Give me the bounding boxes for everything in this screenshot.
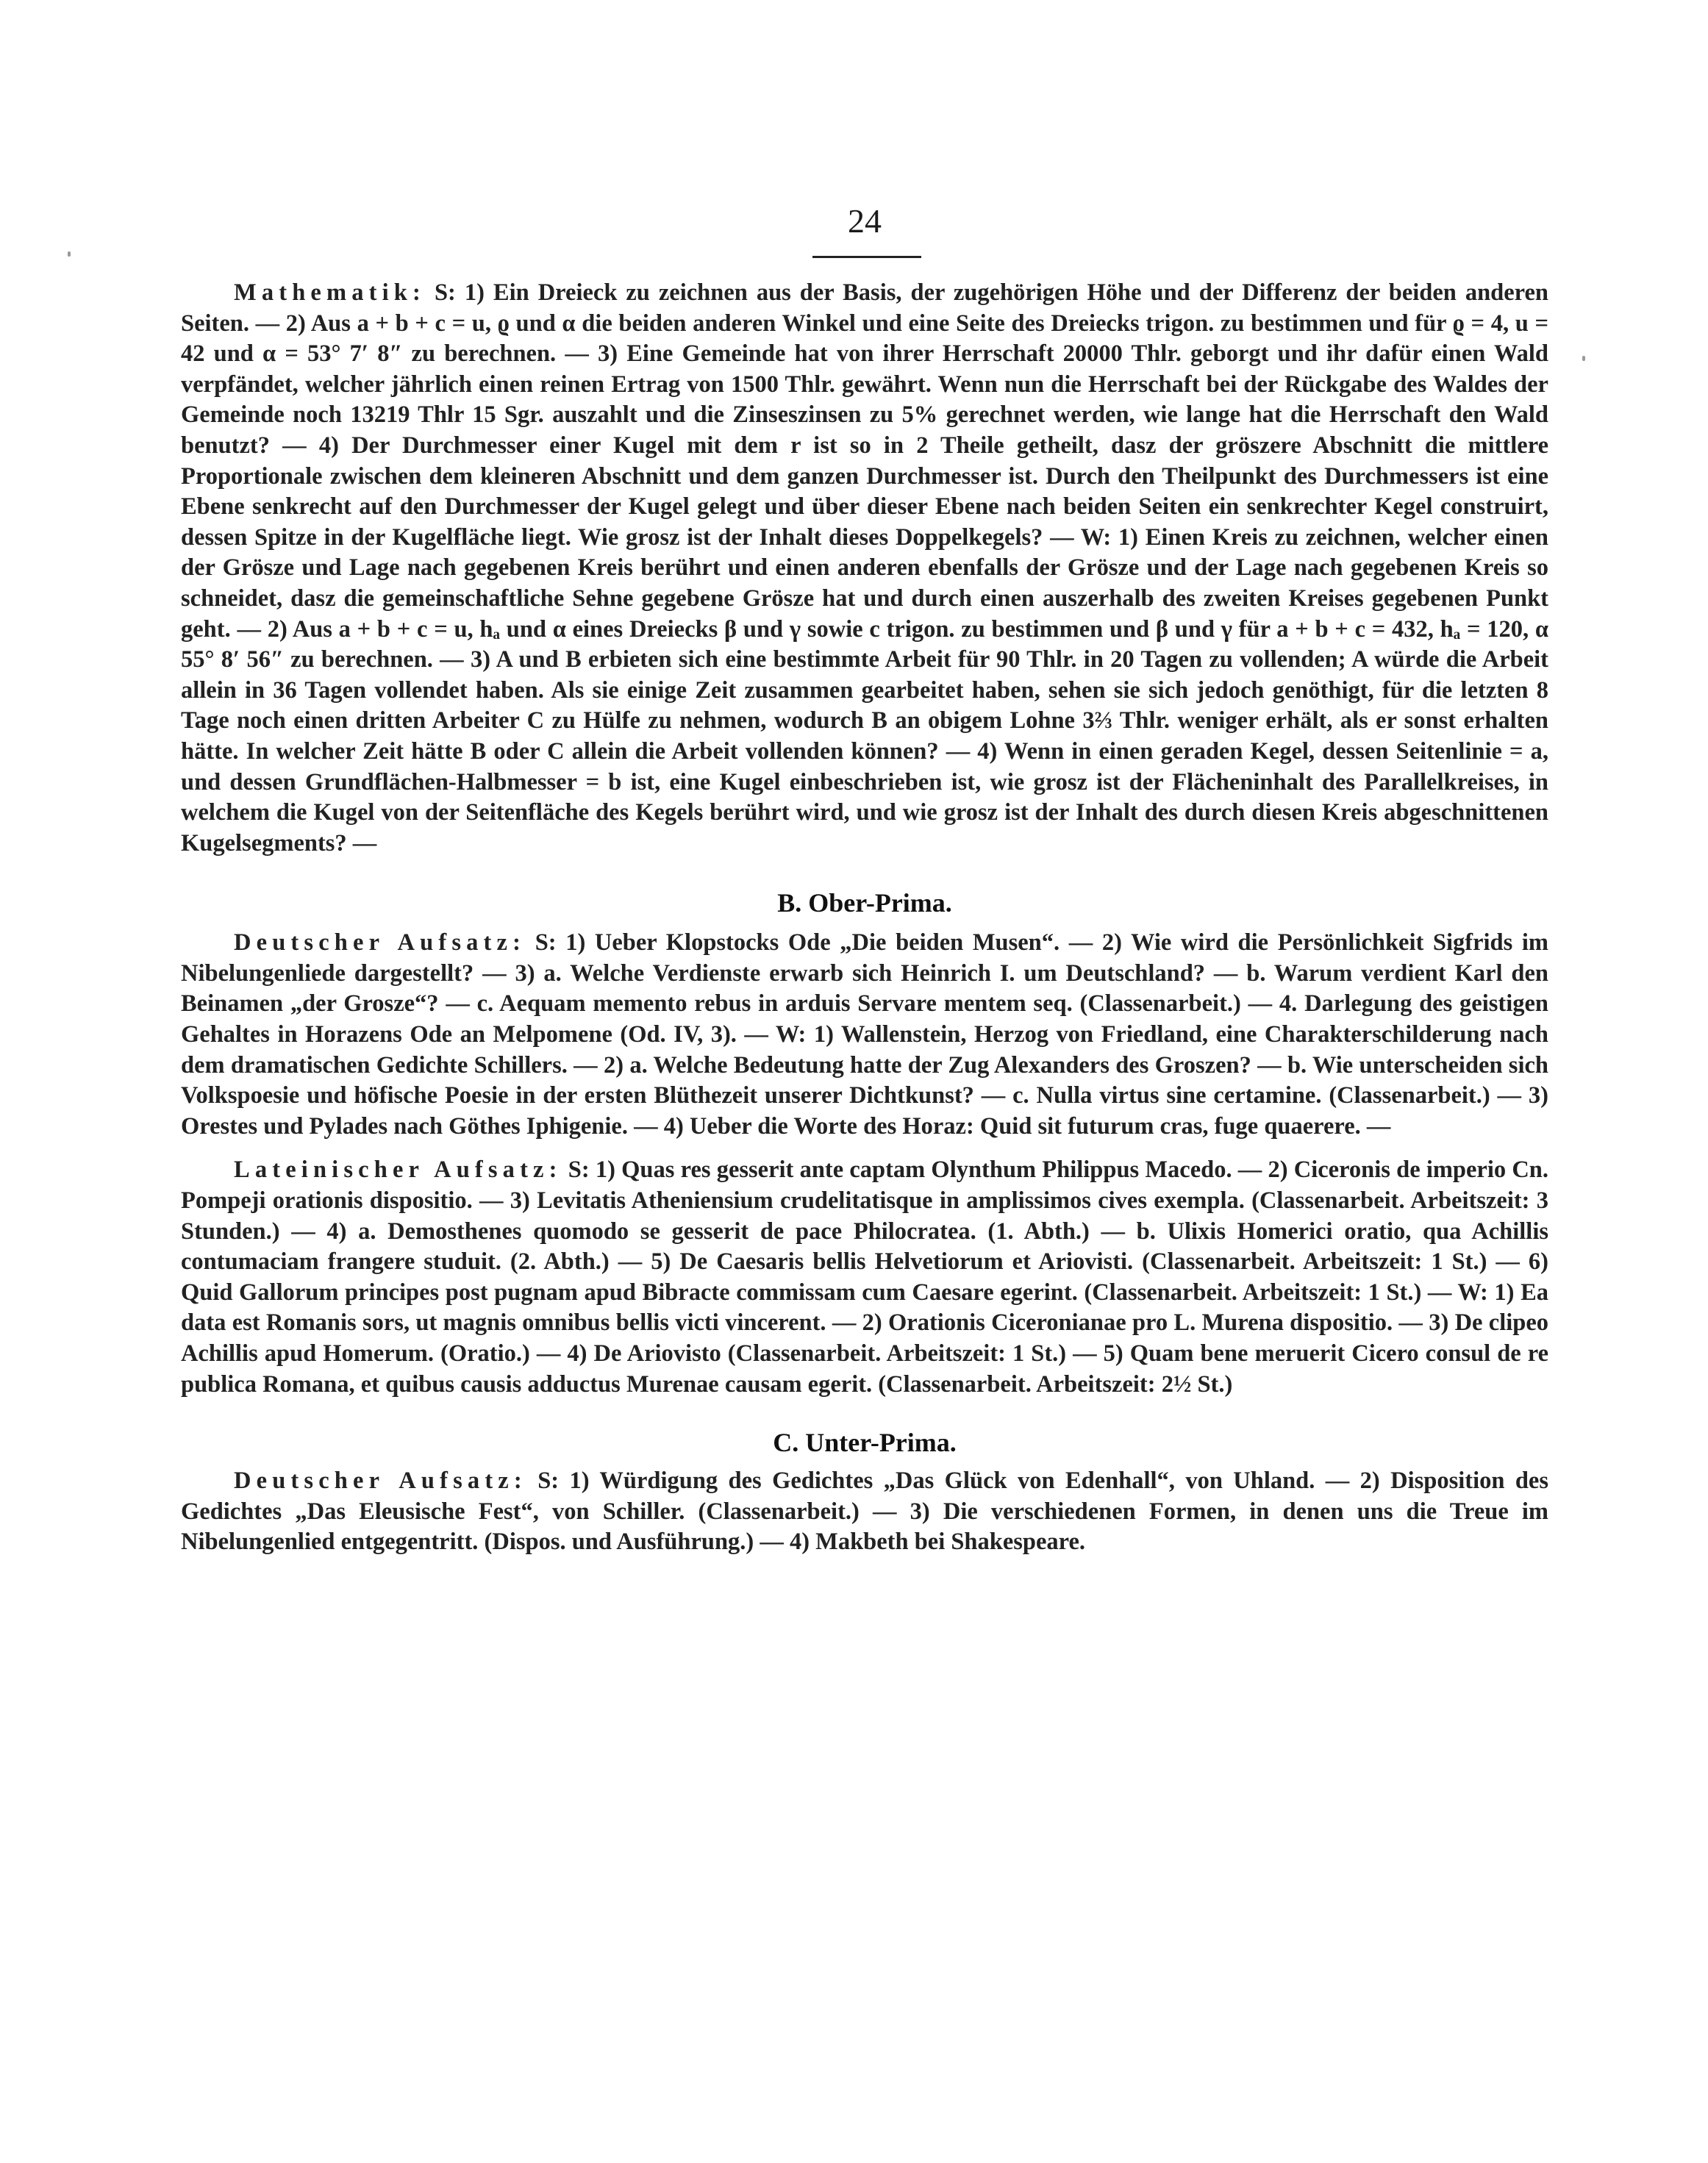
page-number: 24 <box>848 202 882 240</box>
scan-speck <box>68 251 71 257</box>
page-number-rule <box>812 256 921 258</box>
unter-prima-deutsch-label: Deutscher Aufsatz: <box>234 1467 527 1495</box>
section-heading-ober-prima: B. Ober-Prima. <box>777 888 952 918</box>
section-heading-unter-prima: C. Unter-Prima. <box>773 1428 957 1458</box>
mathematik-label: Mathematik: <box>234 279 426 306</box>
scan-speck <box>1582 356 1585 361</box>
unter-prima-deutsch-text: S: 1) Würdigung des Gedichtes „Das Glück von Edenhall“, von Uhland. — 2) Disposition des Gedichtes „Das Eleusische Fest“, von Schiller. (Classenarbeit.) — 3) Die verschiedenen Formen, in denen uns die Treue im Nibelungenlied entgegentritt. (Dispos. und Ausführung.) — 4) Makbeth bei Shakespeare. <box>181 1467 1548 1556</box>
ober-prima-deutsch-text: S: 1) Ueber Klopstocks Ode „Die beiden Musen“. — 2) Wie wird die Persönlichkeit Sigfrids im Nibelungenliede dargestellt? — 3) a. Welche Verdienste erwarb sich Heinrich I. um Deutschland? — b. Warum verdient Karl den Beinamen „der Grosze“? — c. Aequam memento rebus in arduis Servare mentem seq. (Classenarbeit.) — 4. Darlegung des geistigen Gehaltes in Horazens Ode an Melpomene (Od. IV, 3). — W: 1) Wallenstein, Herzog von Friedland, eine Charakterschilderung nach dem dramatischen Gedichte Schillers. — 2) a. Welche Bedeutung hatte der Zug Alexanders des Groszen? — b. Wie unterscheiden sich Volkspoesie und höfische Poesie in der ersten Blüthezeit unserer Dichtkunst? — c. Nulla virtus sine certamine. (Classenarbeit.) — 3) Orestes und Pylades nach Göthes Iphigenie. — 4) Ueber die Worte des Horaz: Quid sit futurum cras, fuge quaerere. — <box>181 929 1548 1140</box>
ober-prima-deutsch-label: Deutscher Aufsatz: <box>234 929 526 957</box>
ober-prima-latein-text: S: 1) Quas res gesserit ante captam Olynthum Philippus Macedo. — 2) Ciceronis de imperio Cn. Pompeji orationis dispositio. — 3) Levitatis Atheniensium crudelitatisque in amplissimos cives exempla. (Classenarbeit. Arbeitszeit: 3 Stunden.) — 4) a. Demosthenes quomodo se gesserit de pace Philocratea. (1. Abth.) — b. Ulixis Homerici oratio, qua Achillis contumaciam frangere studuit. (2. Abth.) — 5) De Caesaris bellis Helvetiorum et Ariovisti. (Classenarbeit. Arbeitszeit: 1 St.) — 6) Quid Gallorum principes post pugnam apud Bibracte commissam cum Caesare egerint. (Classenarbeit. Arbeitszeit: 1 St.) — W: 1) Ea data est Romanis sors, ut magnis omnibus bellis victi vincerent. — 2) Orationis Ciceronianae pro L. Murena dispositio. — 3) De clipeo Achillis apud Homerum. (Oratio.) — 4) De Ariovisto (Classenarbeit. Arbeitszeit: 1 St.) — 5) Quam bene meruerit Cicero consul de re publica Romana, et quibus causis adductus Murenae causam egerit. (Classenarbeit. Arbeitszeit: 2½ St.) <box>181 1156 1548 1398</box>
ober-prima-deutsch-paragraph <box>181 928 1548 1142</box>
mathematik-paragraph <box>181 278 1548 859</box>
unter-prima-deutsch-paragraph <box>181 1466 1548 1558</box>
ober-prima-latein-label: Lateinischer Aufsatz: <box>234 1156 562 1184</box>
main-text <box>181 278 1548 1558</box>
mathematik-text: S: 1) Ein Dreieck zu zeichnen aus der Basis, der zugehörigen Höhe und der Differenz der beiden anderen Seiten. — 2) Aus a + b + c = u, ϱ und α die beiden anderen Winkel und eine Seite des Dreiecks trigon. zu bestimmen und für ϱ = 4, u = 42 und α = 53° 7′ 8″ zu berechnen. — 3) Eine Gemeinde hat von ihrer Herrschaft 20000 Thlr. geborgt und ihr dafür einen Wald verpfändet, welcher jährlich einen reinen Ertrag von 1500 Thlr. gewährt. Wenn nun die Herrschaft bei der Rückgabe des Waldes der Gemeinde noch 13219 Thlr 15 Sgr. auszahlt und die Zinseszinsen zu 5% gerechnet werden, wie lange hat die Herrschaft den Wald benutzt? — 4) Der Durchmesser einer Kugel mit dem r ist so in 2 Theile getheilt, dasz der gröszere Abschnitt die mittlere Proportionale zwischen dem kleineren Abschnitt und dem ganzen Durchmesser ist. Durch den Theilpunkt des Durchmessers ist eine Ebene senkrecht auf den Durchmesser der Kugel gelegt und über dieser Ebene nach beiden Seiten ein senkrechter Kegel construirt, dessen Spitze in der Kugelfläche liegt. Wie grosz ist der Inhalt dieses Doppelkegels? — W: 1) Einen Kreis zu zeichnen, welcher einen der Grösze und Lage nach gegebenen Kreis berührt und einen anderen ebenfalls der Grösze und der Lage nach gegebenen Kreis so schneidet, dasz die gemeinschaftliche Sehne gegebene Grösze hat und durch einen auszerhalb des zweiten Kreises gegebenen Punkt geht. — 2) Aus a + b + c = u, hₐ und α eines Dreiecks β und γ sowie c trigon. zu bestimmen und β und γ für a + b + c = 432, hₐ = 120, α 55° 8′ 56″ zu berechnen. — 3) A und B erbieten sich eine bestimmte Arbeit für 90 Thlr. in 20 Tagen zu vollenden; A würde die Arbeit allein in 36 Tagen vollendet haben. Als sie einige Zeit zusammen gearbeitet haben, sehen sie sich jedoch genöthigt, für die letzten 8 Tage noch einen dritten Arbeiter C zu Hülfe zu nehmen, wodurch B an obigem Lohne 3⅔ Thlr. weniger erhält, als er sonst erhalten hätte. In welcher Zeit hätte B oder C allein die Arbeit vollenden können? — 4) Wenn in einen geraden Kegel, dessen Seitenlinie = a, und dessen Grundflächen-Halbmesser = b ist, eine Kugel einbeschrieben ist, wie grosz ist der Flächeninhalt des Parallelkreises, in welchem die Kugel von der Seitenfläche des Kegels berührt wird, und wie grosz ist der Inhalt des durch diesen Kreis abgeschnittenen Kugelsegments? — <box>181 279 1548 857</box>
ober-prima-latein-paragraph <box>181 1155 1548 1400</box>
